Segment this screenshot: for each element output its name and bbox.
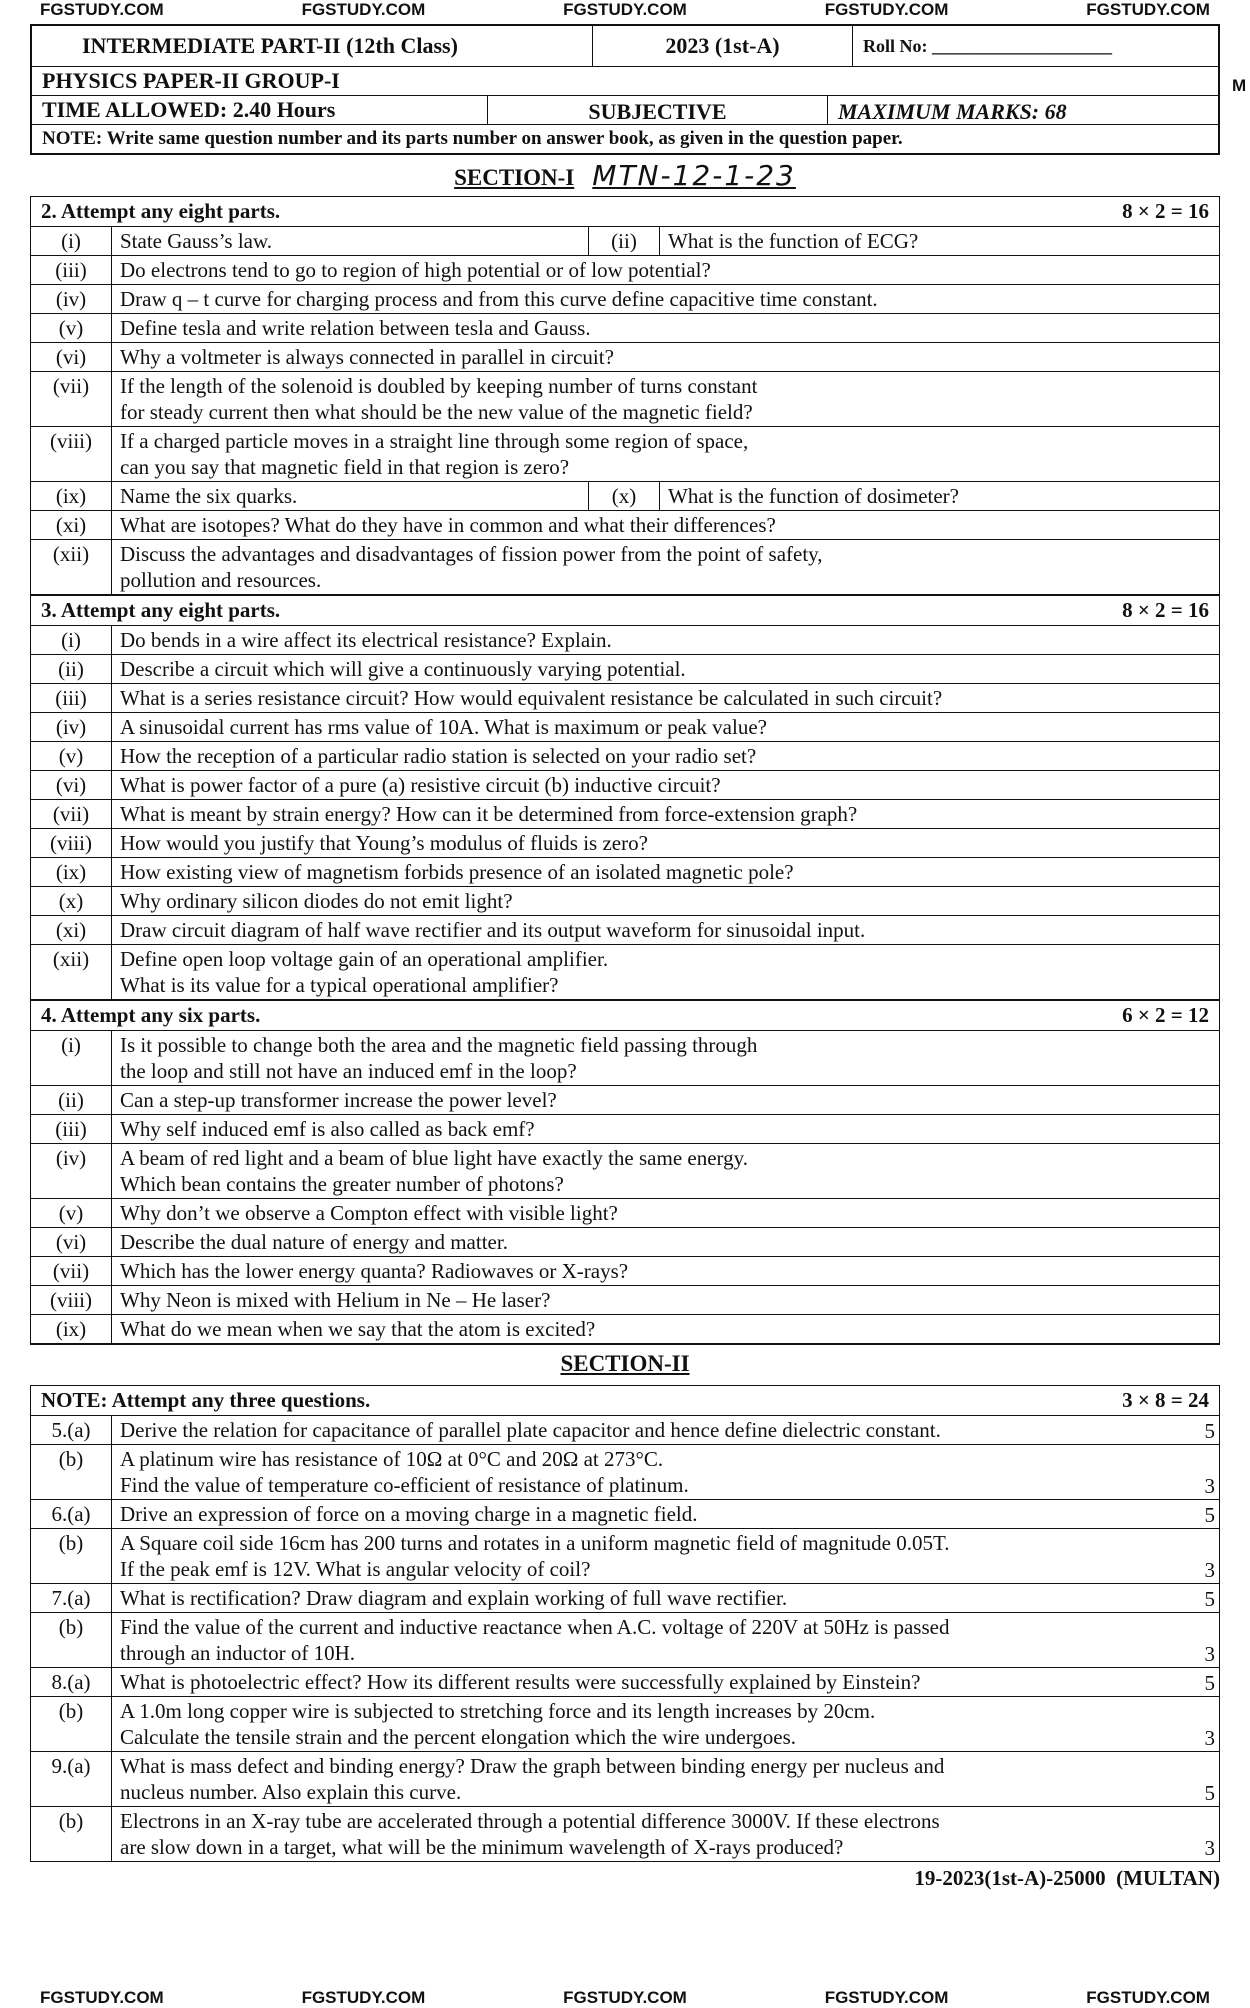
part-line: What do we mean when we say that the atom is excited? (120, 1317, 596, 1341)
bottom-watermark (0, 1988, 1250, 2008)
paper-code: 19-2023(1st-A)-25000 (914, 1866, 1106, 1890)
part-number: (xi) (31, 511, 112, 539)
part-number: (i) (31, 626, 112, 654)
part-line: What is photoelectric effect? How its different results were successfully explained by Einstein? (120, 1670, 921, 1694)
part-line: What is mass defect and binding energy? Draw the graph between binding energy per nucleus and (120, 1754, 945, 1778)
question-part (31, 256, 1219, 285)
part-line: A platinum wire has resistance of 10Ω at 0°C and 20Ω at 273°C. (120, 1447, 664, 1471)
question-part (31, 655, 1219, 684)
part-text (112, 1752, 1185, 1806)
question-part (31, 771, 1219, 800)
exam-year: 2023 (1st-A) (592, 26, 852, 66)
part-number: (i) (31, 227, 112, 255)
part-text (112, 742, 1219, 770)
part-marks: 3 (1204, 1836, 1215, 1860)
subject-line: PHYSICS PAPER-II GROUP-I (42, 68, 340, 93)
part-line: Find the value of temperature co-efficient of resistance of platinum. (120, 1473, 689, 1497)
part-line: Do electrons tend to go to region of high potential or of low potential? (120, 258, 711, 282)
part-line: Do bends in a wire affect its electrical resistance? Explain. (120, 628, 612, 652)
part-text (112, 1315, 1219, 1343)
question-marks: 8 × 2 = 16 (1122, 598, 1209, 622)
long-question-part (31, 1529, 1219, 1584)
part-text (112, 771, 1219, 799)
question-part (31, 227, 1219, 256)
part-text (112, 945, 1219, 999)
part-number: (vii) (31, 800, 112, 828)
part-line: the loop and still not have an induced emf in the loop? (120, 1059, 577, 1083)
part-line: Is it possible to change both the area and the magnetic field passing through (120, 1033, 758, 1057)
long-question-part (31, 1668, 1219, 1697)
part-text: Name the six quarks. (120, 484, 298, 508)
part-text (112, 1500, 1185, 1528)
part-number: (iv) (31, 713, 112, 741)
part-marks: 3 (1204, 1642, 1215, 1666)
part-number: (iv) (31, 285, 112, 313)
question-4 (30, 1000, 1220, 1345)
part-number: (ii) (31, 1086, 112, 1114)
question-part (31, 1257, 1219, 1286)
watermark-text: FGSTUDY.COM (301, 1988, 426, 2007)
question-part (31, 1086, 1219, 1115)
part-text (112, 1031, 1219, 1085)
part-number: 8.(a) (31, 1668, 112, 1696)
question-title: 3. Attempt any eight parts. (41, 598, 281, 622)
part-line: What is its value for a typical operational amplifier? (120, 973, 559, 997)
part-number: (ix) (31, 482, 112, 510)
part-text (112, 540, 1219, 594)
part-line: What is rectification? Draw diagram and explain working of full wave rectifier. (120, 1586, 788, 1610)
question-part (31, 314, 1219, 343)
section-1-label: SECTION-I (454, 165, 575, 190)
part-text (112, 256, 1219, 284)
long-question-part (31, 1445, 1219, 1500)
part-line: Define tesla and write relation between tesla and Gauss. (120, 316, 591, 340)
roll-no[interactable]: Roll No: ____________________ (852, 26, 1218, 66)
long-question-part (31, 1613, 1219, 1668)
question-header (31, 1001, 1219, 1031)
part-line: A Square coil side 16cm has 200 turns and rotates in a uniform magnetic field of magnitude 0.05T. (120, 1531, 950, 1555)
question-part (31, 1199, 1219, 1228)
part-text: What is the function of ECG? (668, 229, 919, 253)
watermark-text: FGSTUDY.COM (1086, 1988, 1210, 2007)
watermark-text: FGSTUDY.COM (824, 0, 949, 19)
part-line: Can a step-up transformer increase the power level? (120, 1088, 557, 1112)
question-title: 2. Attempt any eight parts. (41, 199, 281, 223)
part-line: Why ordinary silicon diodes do not emit light? (120, 889, 513, 913)
part-number: (viii) (31, 1286, 112, 1314)
part-line: What is a series resistance circuit? How would equivalent resistance be calculated in such circuit? (120, 686, 943, 710)
part-number: (vii) (31, 372, 112, 426)
part-text (112, 314, 1219, 342)
long-question-part (31, 1500, 1219, 1529)
part-marks: 5 (1204, 1587, 1215, 1611)
part-number: (x) (31, 887, 112, 915)
part-line: If the length of the solenoid is doubled by keeping number of turns constant (120, 374, 758, 398)
part-number: (iv) (31, 1144, 112, 1198)
question-part (31, 1031, 1219, 1086)
long-question-part (31, 1807, 1219, 1862)
part-marks: 3 (1204, 1558, 1215, 1582)
question-part (31, 372, 1219, 427)
part-number: (xii) (31, 540, 112, 594)
part-line: Derive the relation for capacitance of parallel plate capacitor and hence define dielectric constant. (120, 1418, 941, 1442)
part-text: State Gauss’s law. (120, 229, 273, 253)
part-number: (vi) (31, 343, 112, 371)
part-marks: 5 (1204, 1781, 1215, 1805)
part-line: A 1.0m long copper wire is subjected to stretching force and its length increases by 20cm. (120, 1699, 876, 1723)
part-line: Why a voltmeter is always connected in parallel in circuit? (120, 345, 614, 369)
part-line: Drive an expression of force on a moving charge in a magnetic field. (120, 1502, 698, 1526)
question-part (31, 511, 1219, 540)
part-text (112, 1286, 1219, 1314)
part-number: 9.(a) (31, 1752, 112, 1806)
question-part (31, 800, 1219, 829)
part-line: Define open loop voltage gain of an operational amplifier. (120, 947, 609, 971)
part-line: Why don’t we observe a Compton effect with visible light? (120, 1201, 618, 1225)
question-part (31, 343, 1219, 372)
part-line: If the peak emf is 12V. What is angular velocity of coil? (120, 1557, 591, 1581)
part-marks: 5 (1204, 1671, 1215, 1695)
part-text (112, 1613, 1185, 1667)
question-2 (30, 196, 1220, 595)
part-line: through an inductor of 10H. (120, 1641, 356, 1665)
paper-footer (30, 1866, 1220, 1891)
side-letter: M (1232, 76, 1247, 95)
question-title: 4. Attempt any six parts. (41, 1003, 261, 1027)
part-marks: 3 (1204, 1474, 1215, 1498)
part-line: are slow down in a target, what will be the minimum wavelength of X-rays produced? (120, 1835, 844, 1859)
part-number: (v) (31, 742, 112, 770)
part-number: (ix) (31, 1315, 112, 1343)
question-part (31, 540, 1219, 595)
part-line: Which bean contains the greater number of photons? (120, 1172, 564, 1196)
class-title: INTERMEDIATE PART-II (12th Class) (82, 33, 458, 58)
maximum-marks: MAXIMUM MARKS: 68 (827, 96, 1218, 124)
part-number: 7.(a) (31, 1584, 112, 1612)
part-text (112, 1199, 1219, 1227)
part-text (112, 1668, 1185, 1696)
part-line: How would you justify that Young’s modulus of fluids is zero? (120, 831, 648, 855)
part-line: What are isotopes? What do they have in common and what their differences? (120, 513, 776, 537)
watermark-text: FGSTUDY.COM (301, 0, 426, 19)
paper-type: SUBJECTIVE (487, 96, 827, 124)
part-text (112, 1086, 1219, 1114)
part-number: (x) (588, 482, 660, 510)
question-part (31, 626, 1219, 655)
part-text (112, 800, 1219, 828)
part-text (112, 1257, 1219, 1285)
part-text (112, 1807, 1185, 1861)
long-question-part (31, 1416, 1219, 1445)
time-allowed: TIME ALLOWED: 2.40 Hours (42, 97, 336, 122)
top-watermark (0, 0, 1250, 20)
question-part (31, 482, 1219, 511)
handwritten-code: MTN-12-1-23 (592, 159, 796, 192)
part-number: (v) (31, 1199, 112, 1227)
part-line: Calculate the tensile strain and the percent elongation which the wire undergoes. (120, 1725, 797, 1749)
part-number: (iii) (31, 684, 112, 712)
part-line: Why self induced emf is also called as back emf? (120, 1117, 535, 1141)
part-line: How the reception of a particular radio station is selected on your radio set? (120, 744, 757, 768)
section-2-questions (30, 1385, 1220, 1862)
long-question-part (31, 1752, 1219, 1807)
part-text (112, 427, 1219, 481)
part-line: If a charged particle moves in a straight line through some region of space, (120, 429, 749, 453)
section-2-note: NOTE: Attempt any three questions. (41, 1388, 371, 1412)
header-note: NOTE: Write same question number and its parts number on answer book, as given in the question paper. (42, 128, 903, 149)
question-part (31, 1144, 1219, 1199)
question-3 (30, 595, 1220, 1000)
question-marks: 6 × 2 = 12 (1122, 1003, 1209, 1027)
watermark-text: FGSTUDY.COM (563, 0, 687, 19)
part-number: (b) (31, 1529, 112, 1583)
part-number: (ii) (588, 227, 660, 255)
section-2-marks: 3 × 8 = 24 (1122, 1388, 1209, 1412)
question-part (31, 858, 1219, 887)
part-number: (b) (31, 1613, 112, 1667)
part-number: (i) (31, 1031, 112, 1085)
section-1-title (30, 159, 1220, 192)
part-line: nucleus number. Also explain this curve. (120, 1780, 462, 1804)
question-part (31, 916, 1219, 945)
part-marks: 5 (1204, 1503, 1215, 1527)
part-text (112, 1529, 1185, 1583)
part-line: What is meant by strain energy? How can it be determined from force-extension graph? (120, 802, 858, 826)
question-part (31, 829, 1219, 858)
part-number: (vii) (31, 1257, 112, 1285)
part-text (112, 1115, 1219, 1143)
question-header (31, 197, 1219, 227)
part-number: (b) (31, 1807, 112, 1861)
part-text (112, 511, 1219, 539)
part-line: Draw q – t curve for charging process and from this curve define capacitive time constant. (120, 287, 878, 311)
part-line: Discuss the advantages and disadvantages of fission power from the point of safety, (120, 542, 823, 566)
part-number: (iii) (31, 1115, 112, 1143)
part-text (112, 684, 1219, 712)
part-line: What is power factor of a pure (a) resistive circuit (b) inductive circuit? (120, 773, 721, 797)
part-number: (ii) (31, 655, 112, 683)
part-line: A beam of red light and a beam of blue light have exactly the same energy. (120, 1146, 749, 1170)
watermark-text: FGSTUDY.COM (824, 1988, 949, 2007)
part-text (112, 1228, 1219, 1256)
part-text (112, 1144, 1219, 1198)
part-marks: 5 (1204, 1419, 1215, 1443)
question-part (31, 945, 1219, 1000)
part-number: (xii) (31, 945, 112, 999)
board-name: (MULTAN) (1116, 1866, 1220, 1890)
question-part (31, 713, 1219, 742)
part-line: can you say that magnetic field in that region is zero? (120, 455, 570, 479)
question-paper (30, 24, 1220, 1891)
part-line: for steady current then what should be the new value of the magnetic field? (120, 400, 753, 424)
question-part (31, 285, 1219, 314)
part-marks: 3 (1204, 1726, 1215, 1750)
section-2-header (31, 1386, 1219, 1416)
question-part (31, 427, 1219, 482)
question-part (31, 887, 1219, 916)
question-part (31, 1286, 1219, 1315)
question-header (31, 596, 1219, 626)
question-part (31, 1228, 1219, 1257)
part-number: (b) (31, 1697, 112, 1751)
part-text (112, 285, 1219, 313)
part-number: (v) (31, 314, 112, 342)
part-number: (ix) (31, 858, 112, 886)
watermark-text: FGSTUDY.COM (563, 1988, 687, 2007)
part-number: (xi) (31, 916, 112, 944)
long-question-part (31, 1584, 1219, 1613)
part-text (112, 1416, 1185, 1444)
part-number: (viii) (31, 427, 112, 481)
part-number: (vi) (31, 1228, 112, 1256)
part-line: Draw circuit diagram of half wave rectifier and its output waveform for sinusoidal input. (120, 918, 866, 942)
part-line: Why Neon is mixed with Helium in Ne – He laser? (120, 1288, 551, 1312)
question-part (31, 1315, 1219, 1344)
part-text (112, 372, 1219, 426)
part-line: Electrons in an X-ray tube are accelerated through a potential difference 3000V. If these electrons (120, 1809, 940, 1833)
part-number: 5.(a) (31, 1416, 112, 1444)
part-text: What is the function of dosimeter? (668, 484, 959, 508)
part-line: How existing view of magnetism forbids presence of an isolated magnetic pole? (120, 860, 794, 884)
part-text (112, 829, 1219, 857)
part-line: Describe a circuit which will give a continuously varying potential. (120, 657, 686, 681)
question-marks: 8 × 2 = 16 (1122, 199, 1209, 223)
part-text (112, 887, 1219, 915)
watermark-text: FGSTUDY.COM (40, 1988, 164, 2007)
part-number: (vi) (31, 771, 112, 799)
part-text (112, 1445, 1185, 1499)
part-number: 6.(a) (31, 1500, 112, 1528)
part-number: (iii) (31, 256, 112, 284)
part-line: Which has the lower energy quanta? Radiowaves or X-rays? (120, 1259, 629, 1283)
part-text (112, 626, 1219, 654)
part-number: (viii) (31, 829, 112, 857)
part-text (112, 916, 1219, 944)
part-text (112, 1697, 1185, 1751)
part-line: Describe the dual nature of energy and matter. (120, 1230, 508, 1254)
part-number: (b) (31, 1445, 112, 1499)
paper-header (30, 24, 1220, 155)
part-text (112, 1584, 1185, 1612)
watermark-text: FGSTUDY.COM (40, 0, 164, 19)
part-text (112, 655, 1219, 683)
watermark-text: FGSTUDY.COM (1086, 0, 1210, 19)
part-text (112, 713, 1219, 741)
question-part (31, 742, 1219, 771)
question-part (31, 684, 1219, 713)
part-line: pollution and resources. (120, 568, 322, 592)
section-2-title: SECTION-II (560, 1351, 690, 1376)
long-question-part (31, 1697, 1219, 1752)
part-text (112, 343, 1219, 371)
part-line: A sinusoidal current has rms value of 10A. What is maximum or peak value? (120, 715, 767, 739)
part-line: Find the value of the current and inductive reactance when A.C. voltage of 220V at 50Hz is passed (120, 1615, 950, 1639)
part-text (112, 858, 1219, 886)
question-part (31, 1115, 1219, 1144)
